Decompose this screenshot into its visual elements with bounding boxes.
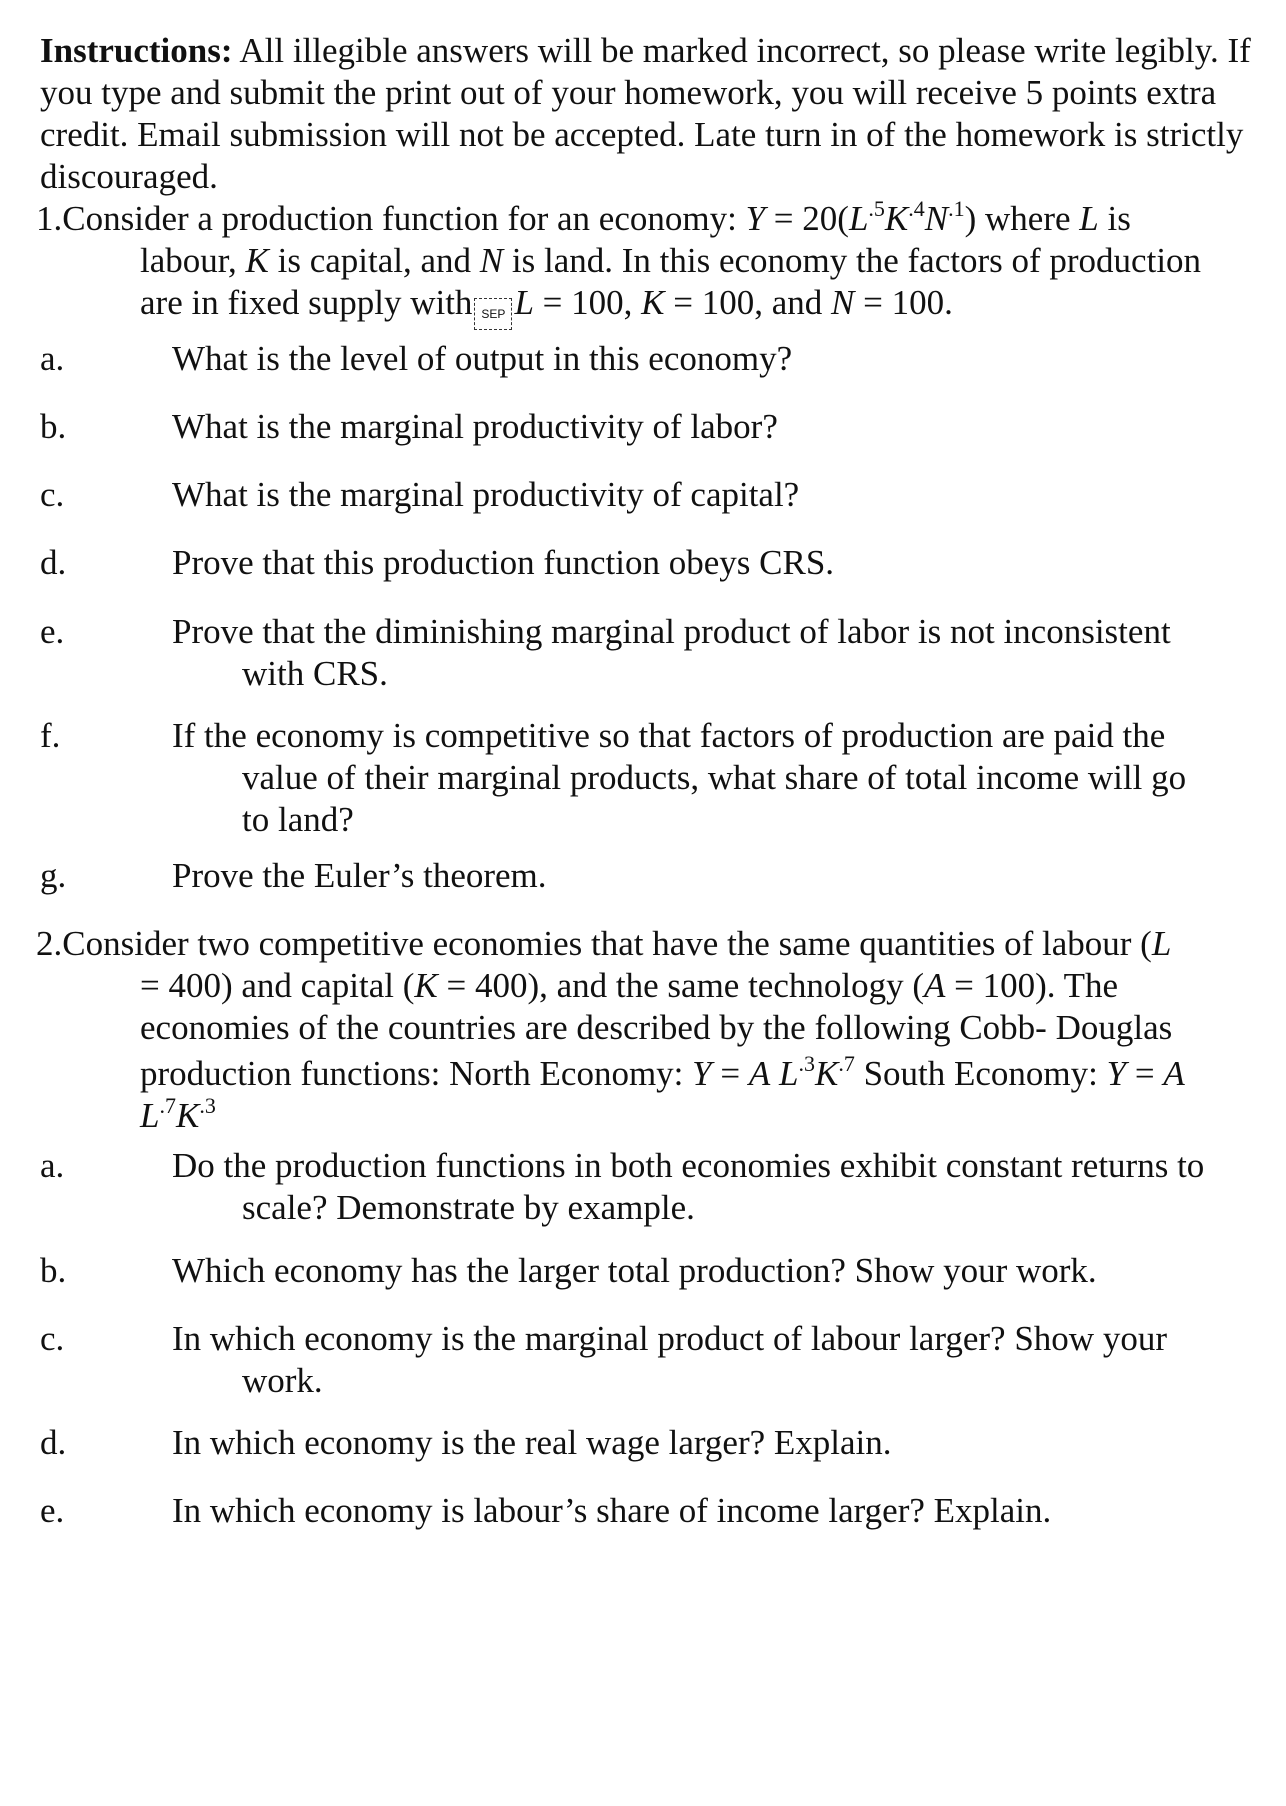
- item-line: work.: [242, 1361, 323, 1400]
- q2-line3: economies of the countries are described by the following Cobb- Douglas: [140, 1008, 1173, 1047]
- item-line: to land?: [242, 800, 354, 839]
- text-part: = 400), and the same technology (: [437, 966, 925, 1005]
- item-letter: b.: [40, 1251, 67, 1290]
- text-part: Consider two competitive economies that have the same quantities of labour (: [62, 924, 1152, 963]
- item-line: scale? Demonstrate by example.: [242, 1188, 695, 1227]
- text-part: =: [1126, 1054, 1164, 1093]
- item-text: [172, 1490, 1265, 1532]
- question-2: [36, 923, 1261, 1137]
- q2-line2: [140, 965, 1261, 1007]
- q2-line5: [140, 1095, 1261, 1137]
- item-text: [172, 1422, 1265, 1464]
- var-n: N: [924, 199, 949, 238]
- var-y: Y: [1106, 1054, 1127, 1093]
- text-part: production functions: North Economy:: [140, 1054, 693, 1093]
- item-line: In which economy is the marginal product of labour larger? Show your: [172, 1319, 1167, 1358]
- var-k: K: [641, 283, 665, 322]
- var-l: L: [514, 283, 534, 322]
- item-line: Prove that the diminishing marginal product of labor is not inconsistent: [172, 612, 1171, 651]
- instructions-text: All illegible answers will be marked incorrect, so please write legibly. If you type and submit the print out of your homework, you will receive 5 points extra credit. Email submission will not be accepted. Late turn in of the homework is strictly discouraged.: [40, 31, 1251, 196]
- item-line: Which economy has the larger total production? Show your work.: [172, 1251, 1097, 1290]
- instructions-paragraph: [40, 30, 1255, 198]
- item-text: [172, 611, 1265, 695]
- q1-line2: [140, 240, 1261, 282]
- item-letter: a.: [40, 1146, 65, 1185]
- var-l: L: [848, 199, 869, 238]
- text-part: is land. In this economy the factors of production: [503, 241, 1202, 280]
- item-letter: d.: [40, 1423, 67, 1462]
- item-text: [172, 474, 1265, 516]
- item-letter: e.: [40, 1491, 65, 1530]
- var-l: L: [1079, 199, 1099, 238]
- text-part: = 100.: [854, 283, 953, 322]
- item-letter: d.: [40, 543, 67, 582]
- var-n: N: [831, 283, 855, 322]
- exponent-k: .3: [199, 1093, 216, 1118]
- item-letter: f.: [40, 716, 61, 755]
- exponent-l: .3: [798, 1051, 815, 1076]
- item-line: Prove that this production function obeys CRS.: [172, 543, 835, 582]
- text-part: =: [711, 1054, 749, 1093]
- instructions-label: Instructions:: [40, 31, 233, 70]
- text-part: = 100,: [533, 283, 642, 322]
- item-text: [172, 542, 1265, 584]
- q2-line4: [140, 1053, 1261, 1095]
- var-k: K: [175, 1096, 200, 1135]
- item-line: In which economy is labour’s share of income larger? Explain.: [172, 1491, 1052, 1530]
- exponent-l: .7: [159, 1093, 176, 1118]
- var-y: Y: [745, 199, 766, 238]
- exponent-k: .7: [838, 1051, 855, 1076]
- var-a: A: [924, 966, 946, 1005]
- question-number: 2.: [36, 924, 63, 963]
- text-part: = 400) and capital (: [140, 966, 415, 1005]
- var-k: K: [245, 241, 269, 280]
- item-line: What is the marginal productivity of labor?: [172, 407, 778, 446]
- var-l: L: [1151, 924, 1172, 963]
- q1-line3: [140, 282, 1261, 330]
- var-l: L: [779, 1054, 799, 1093]
- item-letter: c.: [40, 475, 65, 514]
- var-y: Y: [692, 1054, 712, 1093]
- q1-line1-text: Consider a production function for an economy:: [62, 199, 746, 238]
- var-a: A: [1163, 1054, 1185, 1093]
- exponent-n: .1: [948, 196, 965, 221]
- equation-part: ) where: [964, 199, 1080, 238]
- equation-part: = 20(: [765, 199, 849, 238]
- item-text: [172, 855, 1265, 897]
- item-letter: g.: [40, 856, 67, 895]
- item-text: [172, 338, 1265, 380]
- item-line: What is the marginal productivity of capital?: [172, 475, 800, 514]
- item-line: value of their marginal products, what share of total income will go: [242, 758, 1187, 797]
- text-part: = 100). The: [945, 966, 1119, 1005]
- item-text: [172, 1250, 1265, 1292]
- question-number: 1.: [36, 199, 63, 238]
- var-k: K: [414, 966, 438, 1005]
- var-l: L: [140, 1096, 160, 1135]
- item-line: with CRS.: [242, 654, 388, 693]
- exponent-l: .5: [868, 196, 885, 221]
- item-letter: e.: [40, 612, 65, 651]
- item-line: What is the level of output in this economy?: [172, 339, 793, 378]
- item-line: In which economy is the real wage larger? Explain.: [172, 1423, 892, 1462]
- item-text: [172, 1145, 1265, 1229]
- text-part: is: [1098, 199, 1131, 238]
- item-letter: a.: [40, 339, 65, 378]
- item-letter: b.: [40, 407, 67, 446]
- item-line: If the economy is competitive so that factors of production are paid the: [172, 716, 1166, 755]
- item-text: [172, 1318, 1265, 1402]
- text-part: labour,: [140, 241, 246, 280]
- item-line: Do the production functions in both economies exhibit constant returns to: [172, 1146, 1205, 1185]
- var-n: N: [479, 241, 504, 280]
- text-part: South Economy:: [854, 1054, 1107, 1093]
- item-text: [172, 715, 1265, 841]
- var-a: A: [748, 1054, 771, 1093]
- exponent-k: .4: [908, 196, 925, 221]
- text-part: = 100, and: [664, 283, 832, 322]
- text-part: is capital, and: [268, 241, 480, 280]
- text-part: are in fixed supply with: [140, 283, 473, 322]
- var-k: K: [884, 199, 909, 238]
- var-k: K: [814, 1054, 839, 1093]
- item-text: [172, 406, 1265, 448]
- separator-glyph-icon: SEP: [474, 298, 512, 330]
- item-letter: c.: [40, 1319, 65, 1358]
- item-line: Prove the Euler’s theorem.: [172, 856, 547, 895]
- question-1: [36, 198, 1261, 330]
